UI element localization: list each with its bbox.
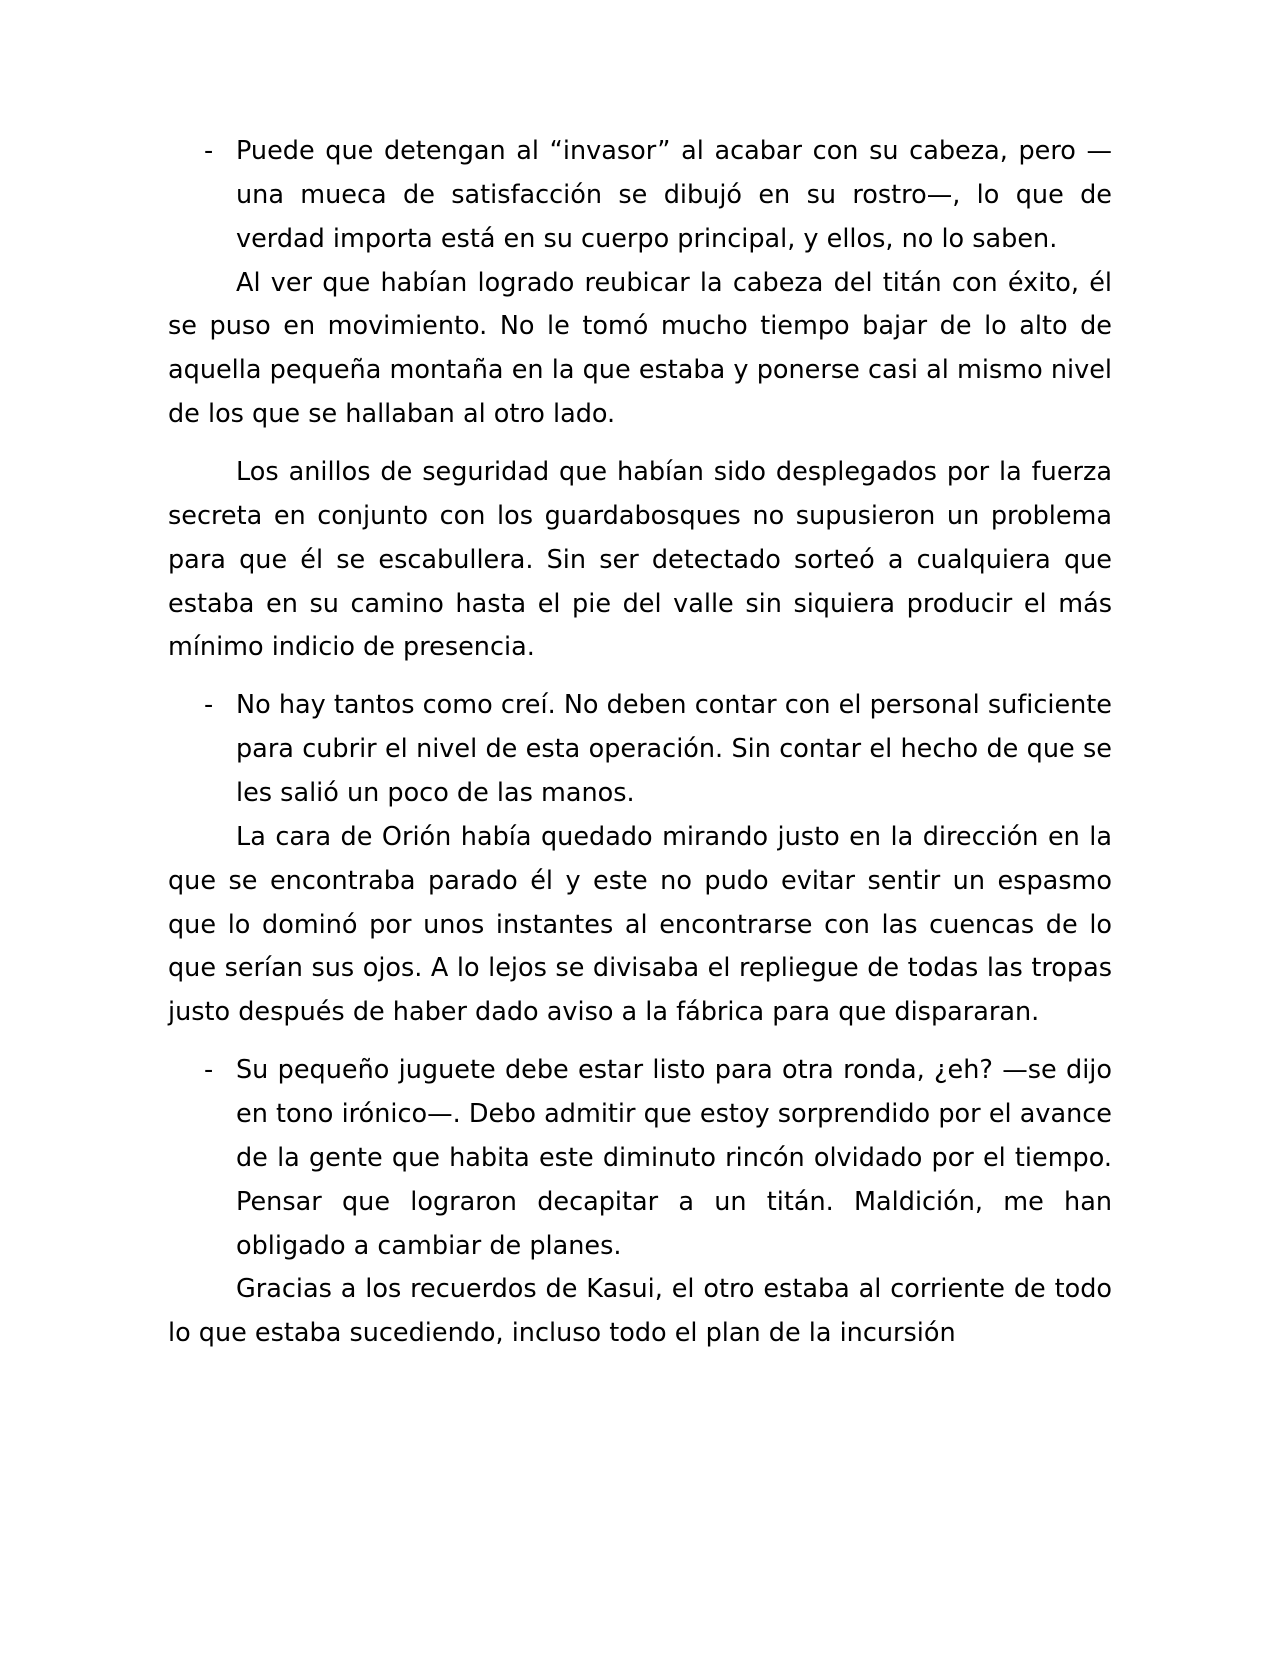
- list-item-marker: -: [204, 1055, 214, 1086]
- list-item-marker: -: [204, 136, 214, 166]
- list-item-marker: -: [204, 690, 214, 721]
- document-body: [168, 130, 1112, 1356]
- list-item: [168, 684, 1112, 816]
- paragraph: La cara de Orión había quedado mirando justo en la dirección en la que se encontraba parado él y este no pudo evitar sentir un espasmo que lo dominó por unos instantes al encontrarse con las cuencas de lo que serían sus ojos. A lo lejos se divisaba el repliegue de todas las tropas justo después de haber dado aviso a la fábrica para que dispararan.: [168, 821, 1112, 1028]
- paragraph: Los anillos de seguridad que habían sido desplegados por la fuerza secreta en conjunto con los guardabosques no supusieron un problema para que él se escabullera. Sin ser detectado sorteó a cualquiera que estaba en su camino hasta el pie del valle sin siquiera producir el más mínimo indicio de presencia.: [168, 457, 1112, 663]
- list-item-text: Su pequeño juguete debe estar listo para otra ronda, ¿eh? —se dijo en tono irónico—. Debo admitir que estoy sorprendido por el avance de la gente que habita este diminuto rincón olvidado por el tiempo. Pensar que lograron decapitar a un titán. Maldición, me han obligado a cambiar de planes.: [236, 1055, 1112, 1261]
- list-item-text: No hay tantos como creí. No deben contar con el personal suficiente para cubrir el nivel de esta operación. Sin contar el hecho de que se les salió un poco de las manos.: [236, 690, 1112, 809]
- paragraph: Gracias a los recuerdos de Kasui, el otro estaba al corriente de todo lo que estaba sucediendo, incluso todo el plan de la incursión: [168, 1274, 1112, 1349]
- list-item: [168, 1049, 1112, 1268]
- list-item-text: Puede que detengan al “invasor” al acabar con su cabeza, pero —una mueca de satisfacción se dibujó en su rostro—, lo que de verdad importa está en su cuerpo principal, y ellos, no lo saben.: [236, 136, 1112, 254]
- list-item: [168, 130, 1112, 262]
- paragraph: Al ver que habían logrado reubicar la cabeza del titán con éxito, él se puso en movimiento. No le tomó mucho tiempo bajar de lo alto de aquella pequeña montaña en la que estaba y ponerse casi al mismo nivel de los que se hallaban al otro lado.: [168, 267, 1112, 430]
